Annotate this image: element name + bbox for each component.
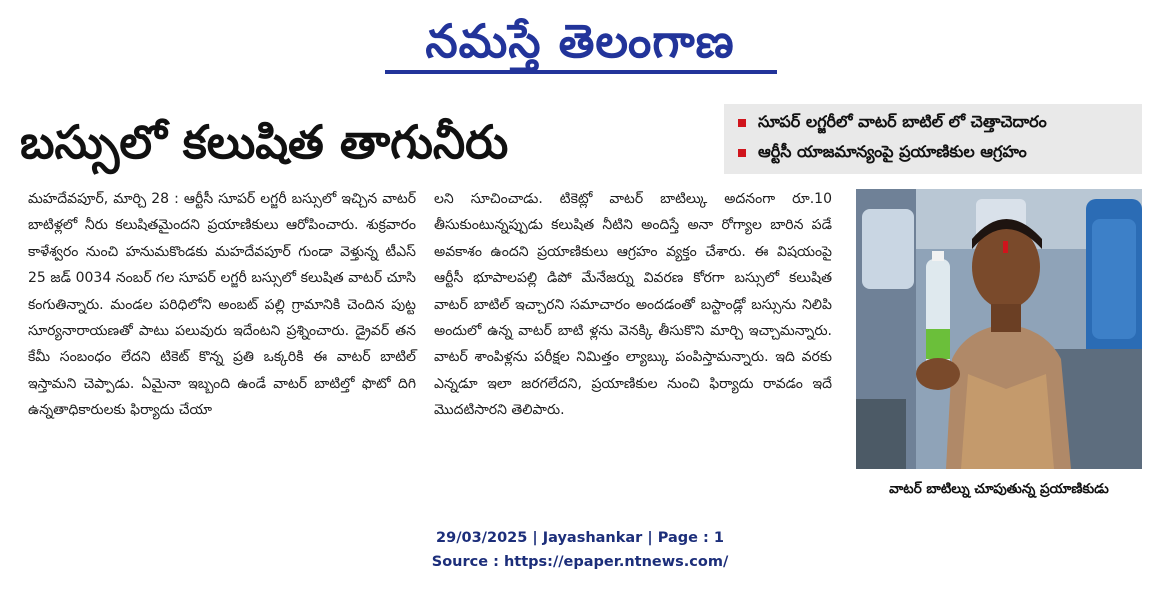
photo-caption: వాటర్ బాటిల్ను చూపుతున్న ప్రయాణికుడు <box>889 481 1109 497</box>
page-footer <box>0 526 1160 574</box>
highlight-item <box>738 138 1142 168</box>
footer-date-line: 29/03/2025 | Jayashankar | Page : 1 <box>436 530 724 546</box>
column-2-text: లని సూచించాడు. టికెట్లో వాటర్ బాటిల్కు అదనంగా రూ.10 తీసుకుంటున్నప్పుడు కలుషిత నీటిని అందిస్తే అనా రోగ్యాల బారిన పడే అవకాశం ఉందని ప్రయాణికులు ఆగ్రహం వ్యక్తం చేశారు. ఈ విషయంపై ఆర్టీసీ భూపాలపల్లి డిపో మేనేజర్ను వివరణ కోరగా బస్సులో కలుషిత వాటర్ బాటిల్ ఇచ్చారని సమాచారం అందడంతో బస్టాండ్లో బస్సును నిలిపి అందులో ఉన్న వాటర్ బాటి ళ్లను వెనక్కి తీసుకొని మార్చి ఇచ్చామన్నారు. వాటర్ శాంపిళ్లను పరీక్షల నిమిత్తం ల్యాబ్కు పంపిస్తామన్నారు. ఇది వరకు ఎన్నడూ ఇలా జరగలేదని, ప్రయాణికుల నుంచి ఫిర్యాదు రావడం ఇదే మొదటిసారని తెలిపారు. <box>434 191 832 419</box>
column-1-text: మహదేవపూర్, మార్చి 28 : ఆర్టీసీ సూపర్ లగ్జరీ బస్సులో ఇచ్చిన వాటర్ బాటిళ్లలో నీరు కలుషితమైందని ప్రయాణికులు ఆరోపించారు. శుక్రవారం కాళేశ్వరం నుంచి హనుమకొండకు మహదేవపూర్ గుండా వెళ్తున్న టీఎస్ 25 జడ్ 0034 నంబర్ గల సూపర్ లగ్జరీ బస్సులో కలుషిత వాటర్ చూసి కంగుతిన్నారు. మండల పరిధిలోని అంబట్ పల్లి గ్రామానికి చెందిన పుట్ట సూర్యనారాయణతో పాటు పలువురు ఇదేంటని ప్రశ్నించారు. డ్రైవర్ తన కేమీ సంబంధం లేదని టికెట్ కొన్న ప్రతి ఒక్కరికి ఈ వాటర్ బాటిల్ ఇస్తామని చెప్పాడు. ఏమైనా ఇబ్బంది ఉండే వాటర్ బాటిల్తో ఫొటో దిగి ఉన్నతాధికారులకు ఫిర్యాదు చేయా <box>28 191 416 419</box>
highlights-box <box>724 104 1142 174</box>
article-column-1 <box>28 186 416 424</box>
highlight-text: ఆర్టీసీ యాజమాన్యంపై ప్రయాణికుల ఆగ్రహం <box>758 141 1027 161</box>
masthead-underline <box>385 70 777 74</box>
bullet-square-icon <box>738 119 746 127</box>
footer-source-line: Source : https://epaper.ntnews.com/ <box>431 554 729 570</box>
highlight-text: సూపర్ లగ్జరీలో వాటర్ బాటిల్ లో చెత్తాచెదారం <box>758 111 1047 131</box>
article-column-2 <box>434 186 832 424</box>
article-headline: బస్సులో కలుషిత తాగునీరు <box>20 115 509 169</box>
bullet-square-icon <box>738 149 746 157</box>
passenger-photo <box>856 189 1142 469</box>
highlight-item <box>738 108 1142 138</box>
newspaper-masthead: నమస్తే తెలంగాణ <box>425 14 735 68</box>
